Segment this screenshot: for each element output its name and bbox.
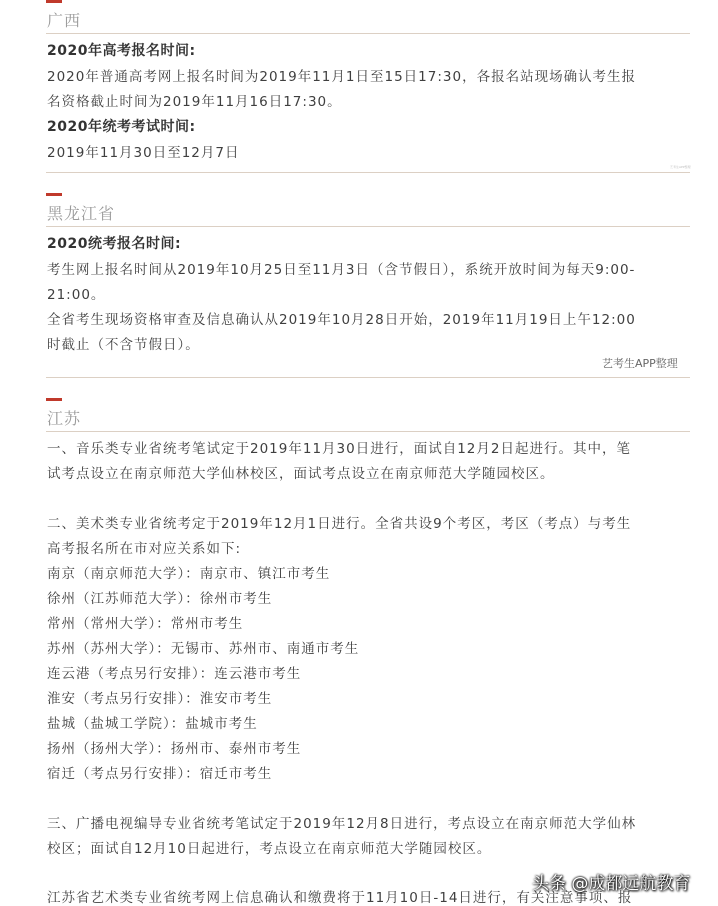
source-note: 艺考生APP整理 (670, 165, 691, 169)
watermark: 头条 @成都远航教育 (532, 874, 691, 894)
exam-area-item: 盐城（盐城工学院）：盐城市考生 (47, 716, 258, 732)
art-exam-text: 高考报名所在市对应关系如下: (47, 541, 242, 557)
section-heading-heilongjiang: 黑龙江省 (47, 204, 116, 223)
confirmation-text: 时截止（不含节假日）。 (47, 337, 200, 353)
exam-time-text: 2019年11月30日至12月7日 (47, 145, 240, 161)
exam-area-item: 徐州（江苏师范大学）：徐州市考生 (47, 591, 273, 607)
section-divider (46, 172, 690, 173)
music-exam-text: 试考点设立在南京师范大学仙林校区，面试考点设立在南京师范大学随园校区。 (47, 466, 555, 482)
heading-divider (46, 226, 690, 227)
section-marker (46, 398, 62, 401)
exam-area-item: 苏州（苏州大学）：无锡市、苏州市、南通市考生 (47, 641, 360, 657)
online-confirmation-text: 江苏省艺术类专业省统考网上信息确认和缴费将于11月10日-14日进行，有关注意事项、报 (47, 890, 633, 906)
registration-time-title: 2020年高考报名时间: (47, 43, 196, 59)
heading-divider (46, 33, 690, 34)
heading-divider (46, 431, 690, 432)
section-marker (46, 0, 62, 3)
section-divider (46, 377, 690, 378)
section-heading-jiangsu: 江苏 (47, 409, 82, 428)
source-note: 艺考生APP整理 (602, 357, 678, 370)
registration-time-title: 2020统考报名时间: (47, 236, 182, 252)
registration-text: 21:00。 (47, 287, 106, 303)
registration-text: 2020年普通高考网上报名时间为2019年11月1日至15日17:30，各报名站现场确认考生报 (47, 69, 637, 85)
section-marker (46, 193, 62, 196)
exam-area-item: 南京（南京师范大学）：南京市、镇江市考生 (47, 566, 331, 582)
registration-text: 名资格截止时间为2019年11月16日17:30。 (47, 94, 342, 110)
art-exam-text: 二、美术类专业省统考定于2019年12月1日进行。全省共设9个考区，考区（考点）与考生 (47, 516, 632, 532)
registration-text: 考生网上报名时间从2019年10月25日至11月3日（含节假日），系统开放时间为每天9:00- (47, 262, 636, 278)
exam-area-item: 宿迁（考点另行安排）：宿迁市考生 (47, 766, 273, 782)
confirmation-text: 全省考生现场资格审查及信息确认从2019年10月28日开始，2019年11月19日上午12:00 (47, 312, 636, 328)
exam-area-item: 常州（常州大学）：常州市考生 (47, 616, 244, 632)
exam-area-item: 连云港（考点另行安排）：连云港市考生 (47, 666, 302, 682)
exam-time-title: 2020年统考考试时间: (47, 119, 196, 135)
directing-exam-text: 三、广播电视编导专业省统考笔试定于2019年12月8日进行，考点设立在南京师范大学仙林 (47, 816, 637, 832)
exam-area-item: 扬州（扬州大学）：扬州市、泰州市考生 (47, 741, 302, 757)
directing-exam-text: 校区；面试自12月10日起进行，考点设立在南京师范大学随园校区。 (47, 841, 492, 857)
section-heading-guangxi: 广西 (47, 11, 82, 30)
music-exam-text: 一、音乐类专业省统考笔试定于2019年11月30日进行，面试自12月2日起进行。其中，笔 (47, 441, 631, 457)
exam-area-item: 淮安（考点另行安排）：淮安市考生 (47, 691, 273, 707)
